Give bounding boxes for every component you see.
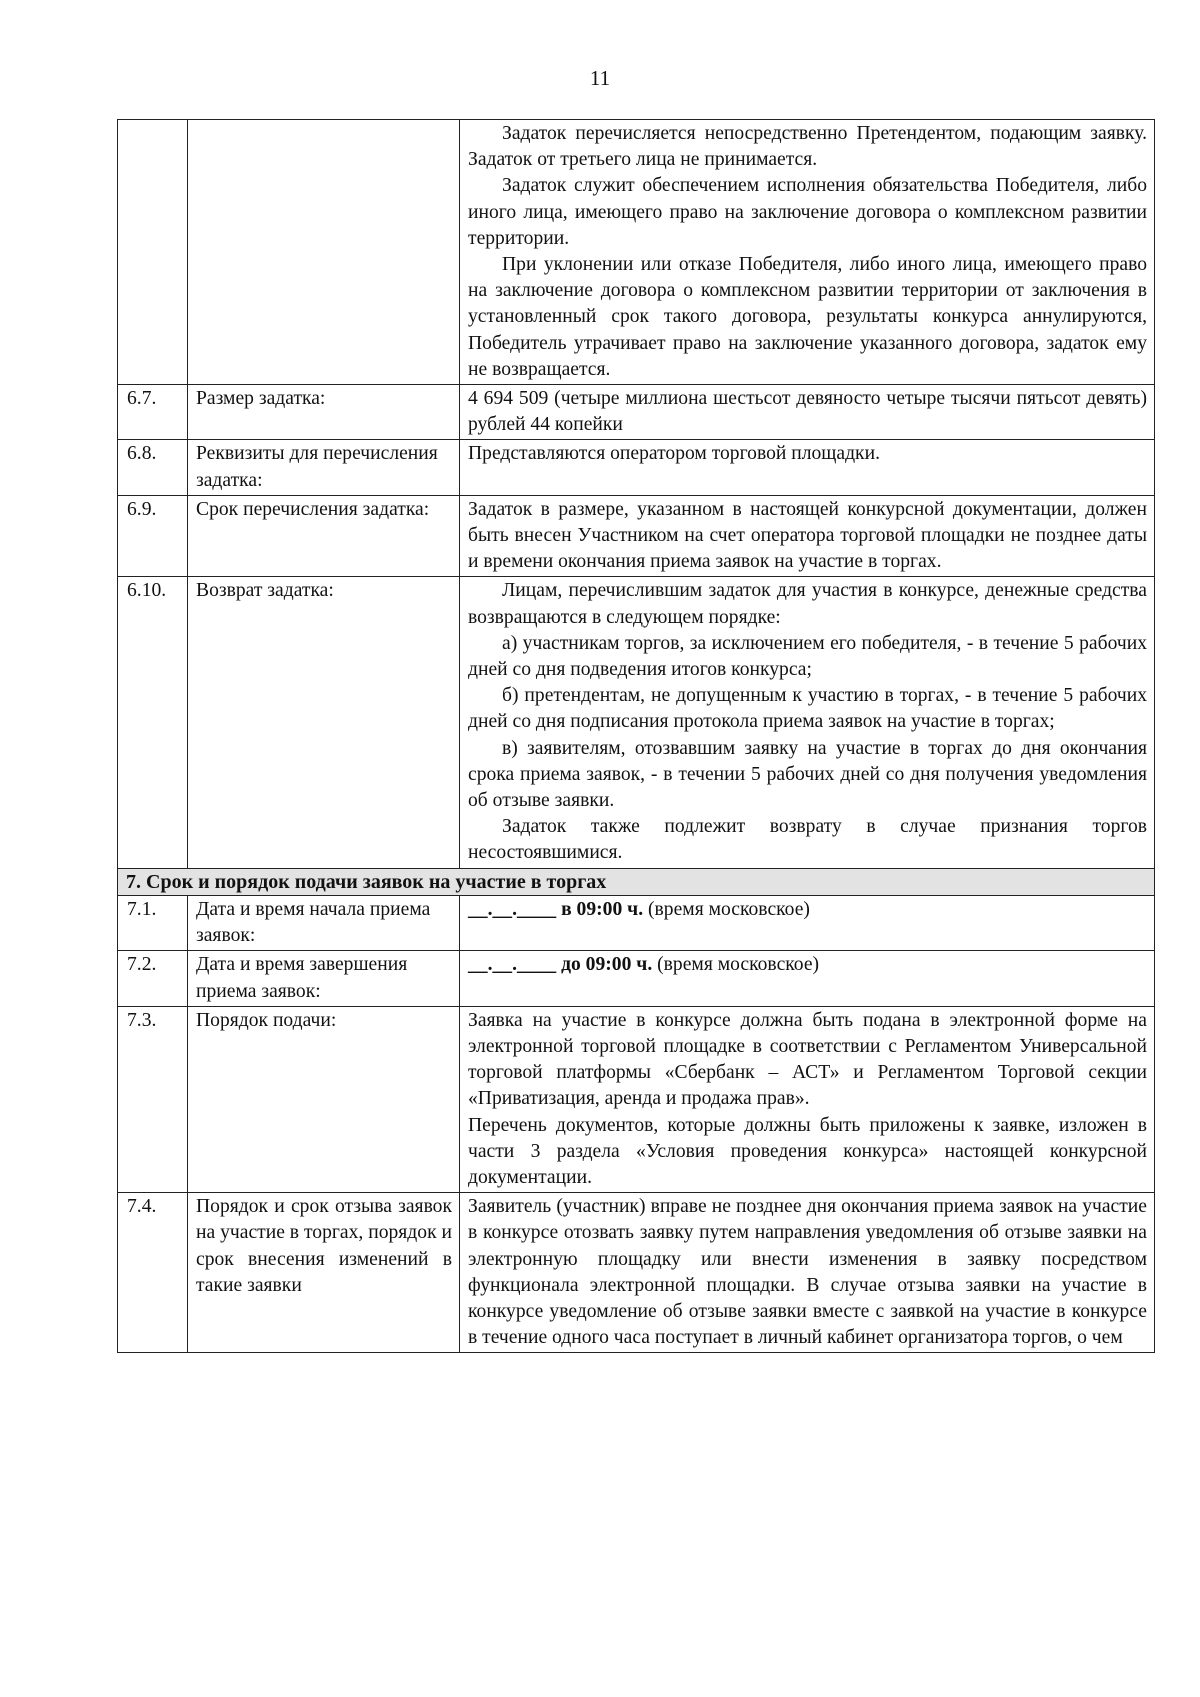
- time-value: в 09:00 ч.: [561, 898, 644, 920]
- list-item: а) участникам торгов, за исключением его победителя, - в течение 5 рабочих дней со дня подведения итогов конкурса;: [468, 632, 1147, 681]
- paragraph: Лицам, перечислившим задаток для участия в конкурсе, денежные средства возвращаются в следующем порядке:: [468, 580, 1147, 628]
- row-content: [460, 577, 1155, 868]
- row-content: Представляются оператором торговой площадки.: [460, 440, 1155, 495]
- row-number: 6.8.: [118, 440, 188, 495]
- paragraph: Заявка на участие в конкурсе должна быть подана в электронной форме на электронной торговой площадке в соответствии с Регламентом Универсальной торговой платформы «Сбербанк – АСТ» и Регламентом Торговой секции «Приватизация, аренда и продажа прав».: [468, 1009, 1147, 1110]
- paragraph: Задаток служит обеспечением исполнения обязательства Победителя, либо иного лица, имеющего право на заключение договора о комплексном развитии территории.: [468, 175, 1147, 249]
- table-row-6-9: [118, 495, 1155, 577]
- timezone-note: (время московское): [643, 898, 810, 920]
- section-heading: 7. Срок и порядок подачи заявок на участие в торгах: [118, 868, 1155, 895]
- row-label: Порядок и срок отзыва заявок на участие в торгах, порядок и срок внесения изменений в такие заявки: [188, 1193, 460, 1353]
- page-number: 11: [589, 66, 611, 90]
- deposit-terms-cell: [460, 120, 1155, 385]
- row-label: Порядок подачи:: [188, 1006, 460, 1192]
- row-label: Срок перечисления задатка:: [188, 495, 460, 577]
- table-row-7-1: [118, 895, 1155, 950]
- row-label: Дата и время начала приема заявок:: [188, 895, 460, 950]
- procurement-table: [117, 119, 1155, 1353]
- paragraph: Перечень документов, которые должны быть приложены к заявке, изложен в части 3 раздела «Условия проведения конкурса» настоящей конкурсной документации.: [468, 1114, 1147, 1188]
- row-number: 6.7.: [118, 385, 188, 440]
- row-number: 6.10.: [118, 577, 188, 868]
- table-row-6-8: [118, 440, 1155, 495]
- row-number: 7.3.: [118, 1006, 188, 1192]
- row-label: Размер задатка:: [188, 385, 460, 440]
- table-row-continuation: [118, 120, 1155, 385]
- paragraph: При уклонении или отказе Победителя, либо иного лица, имеющего право на заключение договора о комплексном развитии территории от заключения в установленный срок такого договора, результаты конкурса аннулируются, Победитель утрачивает право на заключение указанного договора, задаток ему не возвращается.: [468, 254, 1147, 380]
- table-row-6-7: [118, 385, 1155, 440]
- row-content: [460, 1006, 1155, 1192]
- row-number-cell: [118, 120, 188, 385]
- row-label-cell: [188, 120, 460, 385]
- row-label: Реквизиты для перечисления задатка:: [188, 440, 460, 495]
- row-number: 6.9.: [118, 495, 188, 577]
- list-item: в) заявителям, отозвавшим заявку на участие в торгах до дня окончания срока приема заявок, - в течении 5 рабочих дней со дня получения уведомления об отзыве заявки.: [468, 737, 1147, 812]
- date-blank: __.__.____: [468, 954, 557, 976]
- table-row-7-4: [118, 1193, 1155, 1353]
- paragraph: Задаток также подлежит возврату в случае признания торгов несостоявшимися.: [468, 816, 1147, 864]
- table-row-7-2: [118, 951, 1155, 1006]
- time-value: до 09:00 ч.: [561, 954, 653, 976]
- row-number: 7.4.: [118, 1193, 188, 1353]
- table-row-6-10: [118, 577, 1155, 868]
- row-content: [460, 951, 1155, 1006]
- date-blank: __.__.____: [468, 898, 557, 920]
- row-number: 7.2.: [118, 951, 188, 1006]
- paragraph: Задаток перечисляется непосредственно Претендентом, подающим заявку. Задаток от третьего лица не принимается.: [468, 123, 1147, 171]
- table-row-7-3: [118, 1006, 1155, 1192]
- row-label: Дата и время завершения приема заявок:: [188, 951, 460, 1006]
- row-number: 7.1.: [118, 895, 188, 950]
- row-content: Заявитель (участник) вправе не позднее дня окончания приема заявок на участие в конкурсе отозвать заявку путем направления уведомления об отзыве заявки на электронную площадку или внести изменения в заявку посредством функционала электронной площадки. В случае отзыва заявки на участие в конкурсе уведомление об отзыве заявки вместе с заявкой на участие в конкурсе в течение одного часа поступает в личный кабинет организатора торгов, о чем: [460, 1193, 1155, 1353]
- row-label: Возврат задатка:: [188, 577, 460, 868]
- timezone-note: (время московское): [652, 954, 820, 976]
- section-heading-row: [118, 868, 1155, 895]
- row-content: 4 694 509 (четыре миллиона шестьсот девяносто четыре тысячи пятьсот девять) рублей 44 копейки: [460, 385, 1155, 440]
- row-content: [460, 895, 1155, 950]
- list-item: б) претендентам, не допущенным к участию в торгах, - в течение 5 рабочих дней со дня подписания протокола приема заявок на участие в торгах;: [468, 685, 1147, 733]
- row-content: Задаток в размере, указанном в настоящей конкурсной документации, должен быть внесен Участником на счет оператора торговой площадки не позднее даты и времени окончания приема заявок на участие в торгах.: [460, 495, 1155, 577]
